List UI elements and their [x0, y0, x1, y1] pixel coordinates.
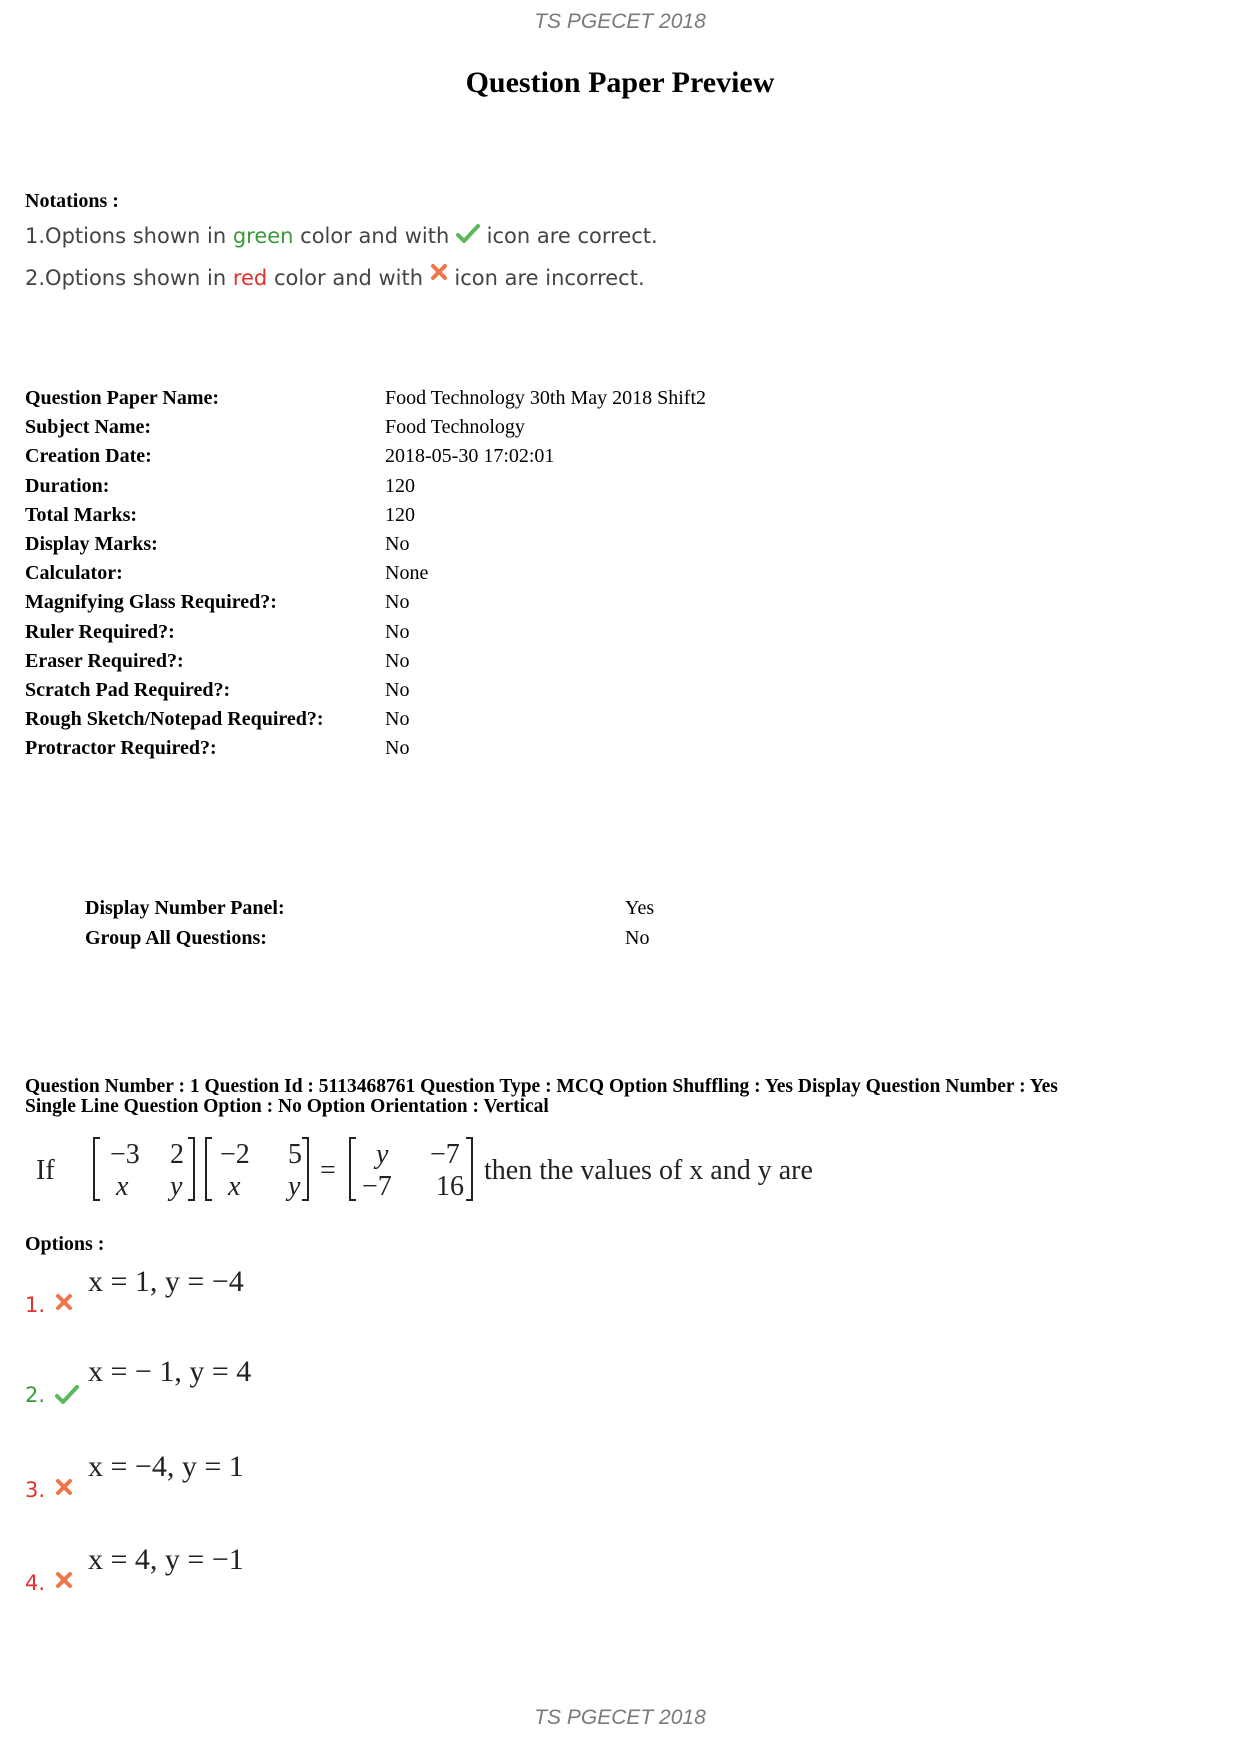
info-label: Subject Name: — [25, 416, 152, 439]
panel-value: Yes — [625, 896, 655, 919]
option-number: 3. — [25, 1478, 46, 1502]
notation-correct-prefix: 1.Options shown in — [25, 224, 233, 248]
paper-info-row — [25, 676, 706, 705]
question-meta — [25, 1077, 1058, 1117]
paper-info-row — [25, 384, 706, 413]
check-icon — [55, 1383, 79, 1412]
info-value: No — [385, 620, 410, 643]
matrix-cell: 5 — [288, 1139, 302, 1170]
option-number: 1. — [25, 1293, 46, 1317]
paper-info-row — [25, 530, 706, 559]
check-icon — [456, 222, 480, 246]
info-value: No — [385, 678, 410, 701]
paper-info-row — [25, 559, 706, 588]
notation-incorrect-prefix: 2.Options shown in — [25, 266, 233, 290]
info-label: Scratch Pad Required?: — [25, 678, 231, 701]
question-if: If — [36, 1155, 55, 1186]
paper-info-row — [25, 501, 706, 530]
notation-incorrect — [25, 262, 645, 290]
matrix-b — [206, 1138, 308, 1202]
info-value: No — [385, 591, 410, 614]
info-value: 2018-05-30 17:02:01 — [385, 445, 555, 468]
notation-correct-suffix: icon are correct. — [479, 224, 658, 248]
paper-info-row — [25, 413, 706, 442]
paper-info-row — [25, 618, 706, 647]
info-value: No — [385, 649, 410, 672]
info-value: None — [385, 562, 429, 585]
option-text: x = −4, y = 1 — [88, 1450, 244, 1483]
option-number: 2. — [25, 1383, 46, 1407]
option-number: 4. — [25, 1571, 46, 1595]
matrix-cell: y — [376, 1139, 389, 1170]
info-label: Ruler Required?: — [25, 620, 175, 643]
info-label: Eraser Required?: — [25, 649, 184, 672]
info-value: No — [385, 708, 410, 731]
question-text — [30, 1130, 910, 1210]
info-label: Creation Date: — [25, 445, 152, 468]
info-label: Rough Sketch/Notepad Required?: — [25, 708, 324, 731]
page-title: Question Paper Preview — [465, 66, 775, 99]
info-label: Protractor Required?: — [25, 737, 217, 760]
option-2[interactable] — [25, 1355, 425, 1415]
option-4[interactable] — [25, 1543, 425, 1603]
footer-exam-name: TS PGECET 2018 — [534, 1706, 706, 1729]
info-value: 120 — [385, 503, 415, 526]
notation-correct-middle: color and with — [293, 224, 456, 248]
option-text: x = − 1, y = 4 — [88, 1355, 252, 1388]
paper-info-row — [25, 588, 706, 617]
info-label: Total Marks: — [25, 503, 138, 526]
notation-red-word: red — [232, 266, 268, 290]
matrix-c — [350, 1138, 472, 1202]
notation-incorrect-suffix: icon are incorrect. — [447, 266, 645, 290]
cross-icon — [55, 1293, 73, 1316]
matrix-cell: 16 — [436, 1171, 464, 1202]
matrix-cell: x — [228, 1171, 241, 1202]
matrix-cell: y — [170, 1171, 183, 1202]
cross-icon — [55, 1571, 73, 1594]
matrix-cell: x — [116, 1171, 129, 1202]
panel-info-table — [85, 893, 654, 953]
paper-info-row — [25, 734, 706, 763]
option-3[interactable] — [25, 1450, 425, 1510]
paper-info-row — [25, 472, 706, 501]
panel-value: No — [625, 926, 650, 949]
info-value: 120 — [385, 474, 415, 497]
paper-info-table — [25, 384, 706, 763]
options-heading: Options : — [25, 1233, 105, 1255]
cross-icon — [430, 262, 448, 280]
matrix-cell: −2 — [220, 1139, 250, 1170]
cross-icon — [55, 1478, 73, 1501]
option-text: x = 1, y = −4 — [88, 1265, 244, 1298]
question-equals: = — [320, 1155, 336, 1186]
info-value: No — [385, 533, 410, 556]
option-1[interactable] — [25, 1265, 425, 1325]
header-exam-name: TS PGECET 2018 — [534, 10, 706, 33]
panel-label: Group All Questions: — [85, 926, 267, 949]
matrix-cell: 2 — [170, 1139, 184, 1170]
notation-incorrect-middle: color and with — [267, 266, 430, 290]
paper-info-row — [25, 705, 706, 734]
matrix-cell: y — [288, 1171, 301, 1202]
info-value: Food Technology 30th May 2018 Shift2 — [385, 387, 707, 410]
question-tail: then the values of x and y are — [484, 1155, 813, 1186]
info-label: Magnifying Glass Required?: — [25, 591, 277, 614]
question-meta-line2: Single Line Question Option : No Option Orientation : Vertical — [25, 1096, 549, 1117]
info-value: Food Technology — [385, 416, 525, 439]
notation-correct — [25, 222, 658, 248]
matrix-cell: −7 — [430, 1139, 460, 1170]
info-label: Calculator: — [25, 562, 123, 585]
info-value: No — [385, 737, 410, 760]
notation-green-word: green — [232, 224, 294, 248]
paper-info-row — [25, 442, 706, 471]
matrix-a — [94, 1138, 194, 1202]
panel-label: Display Number Panel: — [85, 896, 285, 919]
paper-info-row — [25, 647, 706, 676]
matrix-cell: −7 — [362, 1171, 392, 1202]
info-label: Duration: — [25, 474, 110, 497]
question-meta-line1: Question Number : 1 Question Id : 5113468761 Question Type : MCQ Option Shuffling : Yes Display Question Number : Yes — [25, 1076, 1058, 1097]
panel-info-row — [85, 923, 654, 953]
panel-info-row — [85, 893, 654, 923]
notations-heading: Notations : — [25, 190, 119, 212]
option-text: x = 4, y = −1 — [88, 1543, 244, 1576]
matrix-cell: −3 — [110, 1139, 140, 1170]
info-label: Question Paper Name: — [25, 387, 220, 410]
info-label: Display Marks: — [25, 533, 158, 556]
